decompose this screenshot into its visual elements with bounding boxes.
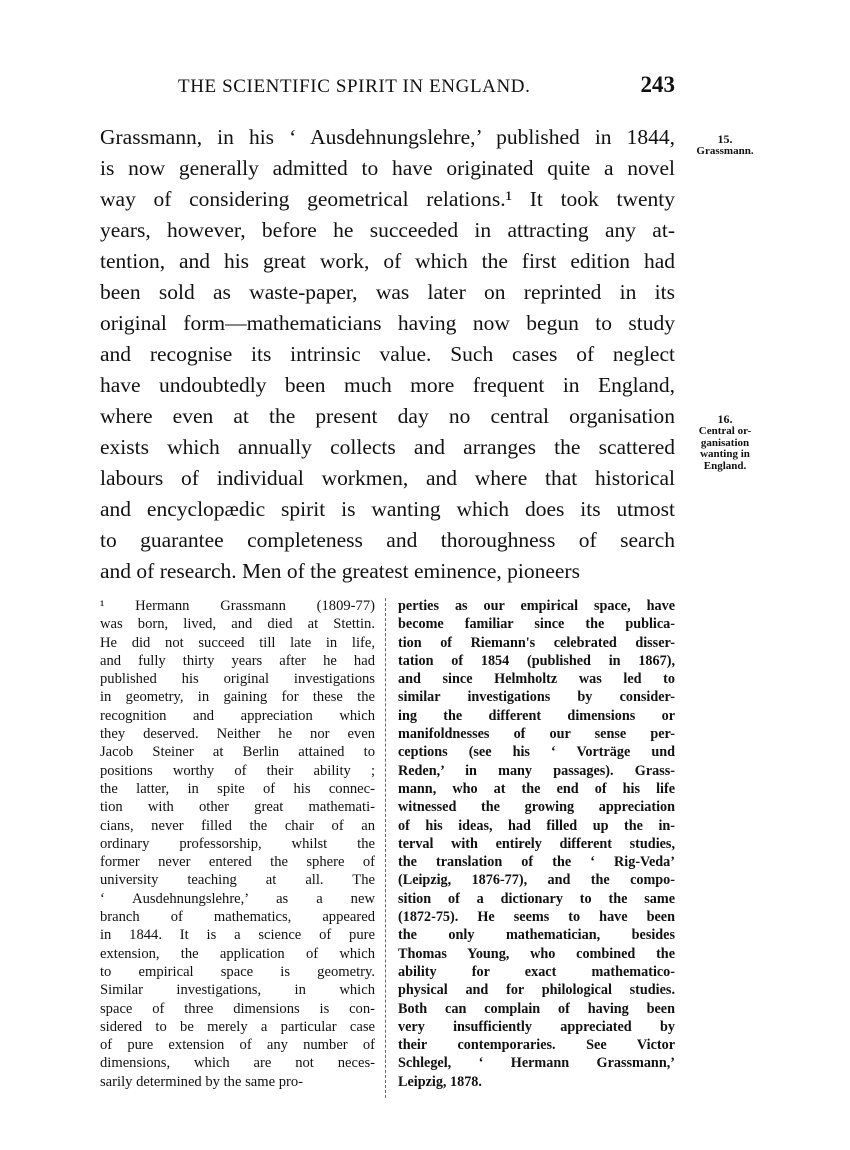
footnote-line: in geometry, in gaining for these the <box>100 689 375 706</box>
footnote-line: (Leipzig, 1876-77), and the compo- <box>398 872 675 889</box>
text-line: way of considering geometrical relations.¹ It took twenty <box>100 187 675 211</box>
footnote-line: the translation of the ‘ Rig-Veda’ <box>398 854 675 871</box>
footnote-line: branch of mathematics, appeared <box>100 909 375 926</box>
footnote-line: cians, never filled the chair of an <box>100 817 375 834</box>
footnote-line: to empirical space is geometry. <box>100 963 375 980</box>
footnote-line: and fully thirty years after he had <box>100 652 375 669</box>
footnote-line: of his ideas, had filled up the in- <box>398 817 675 834</box>
footnote-line: recognition and appreciation which <box>100 707 375 724</box>
text-line: is now generally admitted to have originated quite a novel <box>100 156 675 180</box>
footnote-line: sarily determined by the same pro- <box>100 1073 304 1090</box>
footnote-line: witnessed the growing appreciation <box>398 799 675 816</box>
text-line: years, however, before he succeeded in attracting any at- <box>100 218 675 242</box>
footnote-line: mann, who at the end of his life <box>398 780 675 797</box>
footnote-line: ordinary professorship, whilst the <box>100 835 375 852</box>
footnote-line: tation of 1854 (published in 1867), <box>398 652 675 669</box>
footnote-line: sition of a dictionary to the same <box>398 890 675 907</box>
footnote-right-column <box>398 597 675 1091</box>
footnote-column-divider <box>385 598 386 1098</box>
footnote-line: (1872-75). He seems to have been <box>398 909 675 926</box>
footnote-line: physical and for philological studies. <box>398 982 675 999</box>
footnote-line: former never entered the sphere of <box>100 854 375 871</box>
footnote-line: their contemporaries. See Victor <box>398 1037 675 1054</box>
footnote-line: university teaching at all. The <box>100 872 375 889</box>
footnote-line: of pure extension of any number of <box>100 1037 375 1054</box>
footnote-line: sidered to be merely a particular case <box>100 1018 375 1035</box>
footnote-line: ing the different dimensions or <box>398 707 675 724</box>
footnote-line: ¹ Hermann Grassmann (1809-77) <box>100 598 375 614</box>
text-line: been sold as waste-paper, was later on reprinted in its <box>100 280 675 304</box>
footnote-line: published his original investigations <box>100 671 375 688</box>
footnote-line: Thomas Young, who combined the <box>398 945 675 962</box>
footnote-line: Schlegel, ‘ Hermann Grassmann,’ <box>398 1055 675 1072</box>
marginal-note-15 <box>680 132 770 158</box>
footnote-line: space of three dimensions is con- <box>100 1000 375 1017</box>
text-line: and recognise its intrinsic value. Such cases of neglect <box>100 342 675 366</box>
footnote-line: He did not succeed till late in life, <box>100 634 375 651</box>
marginal-note-text: Grassmann. <box>696 145 754 157</box>
text-line: original form—mathematicians having now begun to study <box>100 311 675 335</box>
marginal-note-16 <box>680 412 770 472</box>
footnote-line: perties as our empirical space, have <box>398 598 675 614</box>
footnote-line: terval with entirely different studies, <box>398 835 675 852</box>
footnote-line: extension, the application of which <box>100 945 375 962</box>
footnote-line: ceptions (see his ‘ Vorträge und <box>398 744 675 761</box>
footnote-line: was born, lived, and died at Stettin. <box>100 616 375 633</box>
main-text <box>100 122 675 587</box>
text-line: and of research. Men of the greatest eminence, pioneers <box>100 559 580 583</box>
footnote-line: Reden,’ in many passages). Grass- <box>398 762 675 779</box>
footnote-line: similar investigations by consider- <box>398 689 675 706</box>
text-line: have undoubtedly been much more frequent in England, <box>100 373 675 397</box>
text-line: labours of individual workmen, and where that historical <box>100 466 675 490</box>
marginal-note-text: ganisation <box>700 436 750 449</box>
footnote-line: manifoldnesses of our sense per- <box>398 726 675 743</box>
footnote-line: tion of Riemann's celebrated disser- <box>398 634 675 651</box>
footnote-line: ‘ Ausdehnungslehre,’ as a new <box>100 890 375 907</box>
footnote-left-column <box>100 597 375 1091</box>
text-line: tention, and his great work, of which the first edition had <box>100 249 675 273</box>
marginal-note-text: wanting in <box>700 448 750 460</box>
footnote-line: in 1844. It is a science of pure <box>100 927 375 944</box>
marginal-note-text: England. <box>703 459 747 472</box>
footnote-line: Jacob Steiner at Berlin attained to <box>100 744 375 761</box>
text-line: Grassmann, in his ‘ Ausdehnungslehre,’ published in 1844, <box>100 125 675 149</box>
footnote-line: Both can complain of having been <box>398 1000 675 1017</box>
footnote-line: and since Helmholtz was led to <box>398 671 675 688</box>
footnote-line: the only mathematician, besides <box>398 927 675 944</box>
footnote-line: very insufficiently appreciated by <box>398 1018 675 1035</box>
marginal-note-text: Central or- <box>698 425 752 437</box>
text-line: where even at the present day no central organisation <box>100 404 675 428</box>
running-head: THE SCIENTIFIC SPIRIT IN ENGLAND. <box>178 76 531 97</box>
footnote-line: positions worthy of their ability ; <box>100 762 375 779</box>
text-line: to guarantee completeness and thoroughness of search <box>100 528 675 552</box>
marginal-note-number: 15. <box>717 132 733 146</box>
footnote-line: they deserved. Neither he nor even <box>100 726 375 743</box>
footnote-line: Leipzig, 1878. <box>398 1073 482 1090</box>
page-header <box>100 74 675 104</box>
footnote-line: dimensions, which are not neces- <box>100 1055 375 1072</box>
text-line: exists which annually collects and arranges the scattered <box>100 435 675 459</box>
page-number: 243 <box>640 72 675 97</box>
footnote-line: become familiar since the publica- <box>398 616 675 633</box>
footnote-line: tion with other great mathemati- <box>100 799 375 816</box>
marginal-note-number: 16. <box>717 412 733 426</box>
footnote-line: ability for exact mathematico- <box>398 963 675 980</box>
text-line: and encyclopædic spirit is wanting which does its utmost <box>100 497 675 521</box>
footnote-line: the latter, in spite of his connec- <box>100 780 375 797</box>
footnote-line: Similar investigations, in which <box>100 982 375 999</box>
